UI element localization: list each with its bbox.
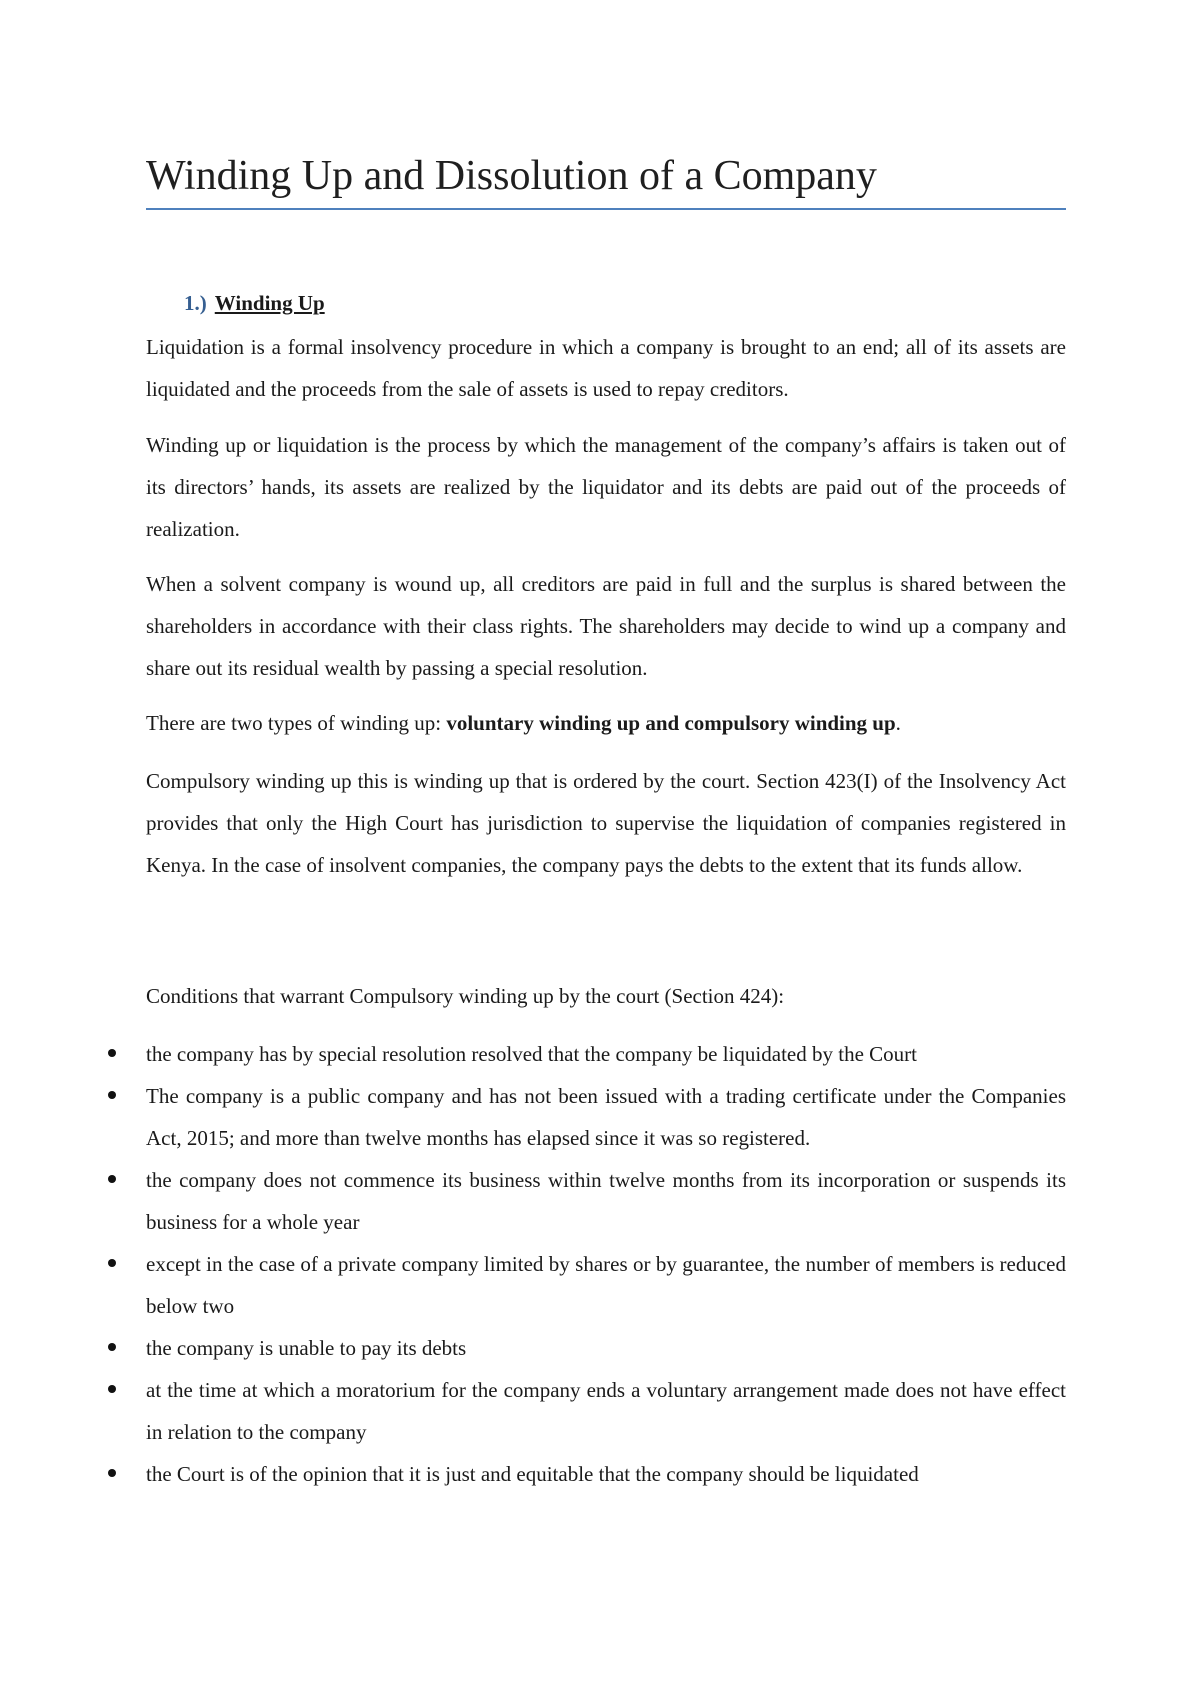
conditions-list [0,1033,1200,1495]
paragraph-types-of-winding-up [146,702,1066,744]
bullet-icon [108,1385,116,1393]
title-underline-rule [146,208,1066,210]
types-suffix: . [895,711,901,735]
list-item [0,1453,1066,1495]
paragraph-solvent-company: When a solvent company is wound up, all creditors are paid in full and the surplus is shared between the shareholders in accordance with their class rights. The shareholders may decide to wind up a company and share out its residual wealth by passing a special resolution. [146,572,1066,680]
section-heading [184,288,325,318]
document-title: Winding Up and Dissolution of a Company [146,153,877,199]
types-prefix: There are two types of winding up: [146,711,447,735]
bullet-icon [108,1259,116,1267]
bullet-icon [108,1049,116,1057]
list-item-text: the company has by special resolution resolved that the company be liquidated by the Court [146,1042,917,1066]
list-item [0,1369,1066,1453]
list-item [0,1243,1066,1327]
conditions-intro: Conditions that warrant Compulsory winding up by the court (Section 424): [146,984,785,1008]
list-item [0,1159,1066,1243]
list-item-text: at the time at which a moratorium for the company ends a voluntary arrangement made does not have effect in relation to the company [146,1378,1066,1444]
paragraph-liquidation: Liquidation is a formal insolvency procedure in which a company is brought to an end; all of its assets are liquidated and the proceeds from the sale of assets is used to repay creditors. [146,335,1066,401]
bullet-icon [108,1175,116,1183]
paragraph-compulsory-winding-up: Compulsory winding up this is winding up that is ordered by the court. Section 423(I) of the Insolvency Act provides that only the High Court has jurisdiction to supervise the liquidation of companies registered in Kenya. In the case of insolvent companies, the company pays the debts to the extent that its funds allow. [146,769,1066,877]
list-item-text: the Court is of the opinion that it is just and equitable that the company should be liquidated [146,1462,919,1486]
list-item-text: except in the case of a private company limited by shares or by guarantee, the number of members is reduced below two [146,1252,1066,1318]
list-item-text: The company is a public company and has not been issued with a trading certificate under the Companies Act, 2015; and more than twelve months has elapsed since it was so registered. [146,1084,1066,1150]
list-item-text: the company does not commence its business within twelve months from its incorporation or suspends its business for a whole year [146,1168,1066,1234]
list-item-text: the company is unable to pay its debts [146,1336,467,1360]
bullet-icon [108,1469,116,1477]
paragraph-winding-up-definition: Winding up or liquidation is the process by which the management of the company’s affairs is taken out of its directors’ hands, its assets are realized by the liquidator and its debts are paid out of the proceeds of realization. [146,433,1066,541]
bullet-icon [108,1091,116,1099]
bullet-icon [108,1343,116,1351]
list-item [0,1327,1066,1369]
types-bold: voluntary winding up and compulsory winding up [446,711,896,735]
list-item [0,1075,1066,1159]
section-label: Winding Up [214,291,325,315]
section-number: 1.) [184,291,207,315]
list-item [0,1033,1066,1075]
